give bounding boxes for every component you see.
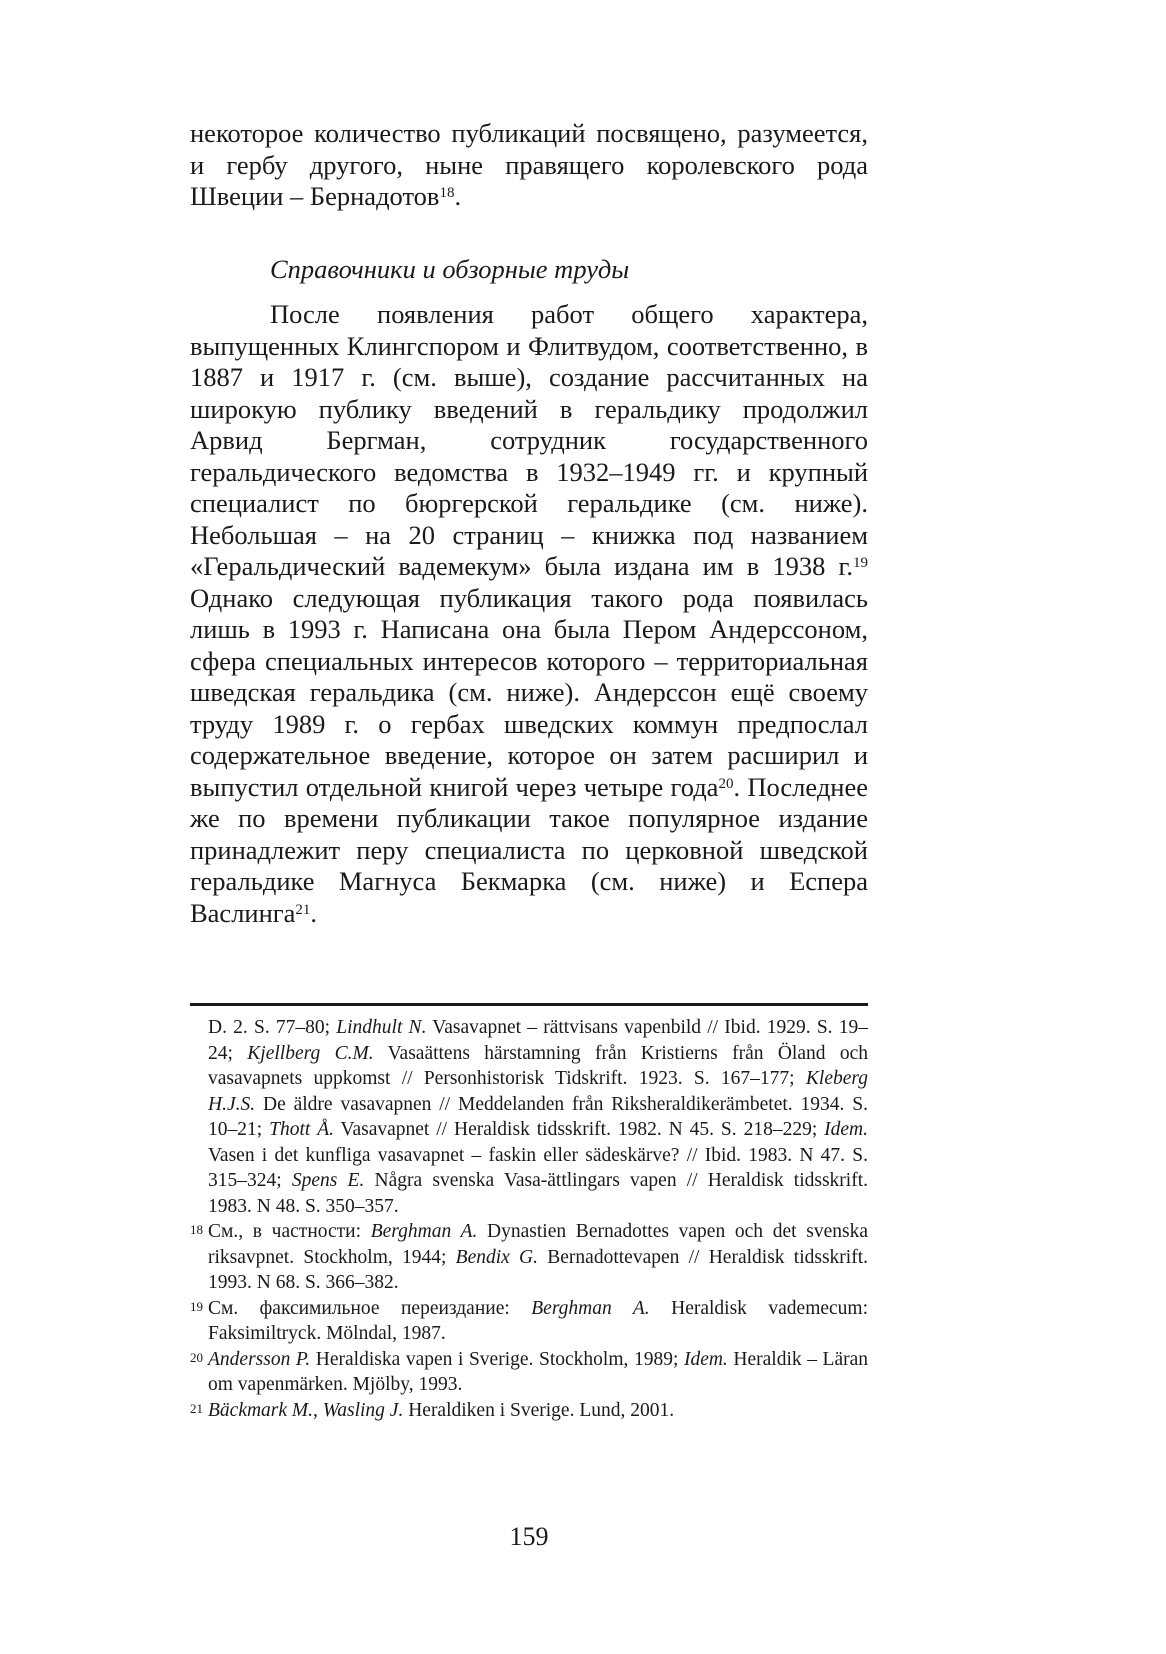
footnote-text: Heraldiska vapen i Sverige. Stockholm, 1989; — [310, 1348, 684, 1370]
footnote-text: Dynastien Bernadottes vapen och det svenska riksavpnet. Stockholm, 1944; — [208, 1221, 868, 1268]
footnote-ref-20: 20 — [718, 775, 734, 792]
footnote-text: Heraldiken i Sverige. Lund, 2001. — [403, 1399, 675, 1421]
footnote-number: 19 — [190, 1298, 203, 1314]
footnote-number: 21 — [190, 1400, 203, 1416]
paragraph-1-text: некоторое количество публикаций посвящено, разумеется, и гербу другого, ныне правящего королевского рода Швеции – Бернадотов — [190, 118, 868, 211]
paragraph-2-part-b: Однако следующая публикация такого рода появилась лишь в 1993 г. Написана она была Пером Андерссоном, сфера специальных интересов которого – территориальная шведская геральдика (см. ниже). Андерссон ещё своему труду 1989 г. о гербах шведских коммун предпослал содержательное введение, которое он затем расширил и выпустил отдельной книгой через четыре года — [190, 582, 868, 802]
paragraph-1 — [190, 118, 868, 213]
footnote-ref-19: 19 — [853, 555, 868, 572]
footnote-20 — [190, 1347, 868, 1398]
footnote-ref-21: 21 — [295, 901, 311, 918]
footnote-19 — [190, 1296, 868, 1347]
footnotes — [190, 1015, 868, 1423]
footnote-text: Vasavapnet – rättvisans vapenbild // Ibid. 1929. S. 19–24; — [208, 1017, 869, 1064]
footnote-text: Bernadottevapen // Heraldisk tidsskrift. 1993. N 68. S. 366–382. — [208, 1246, 868, 1293]
footnote-text: Vasaättens härstamning från Kristierns från Öland och vasavapnets uppkomst // Personhistorisk Tidskrift. 1923. S. 167–177; — [208, 1042, 869, 1089]
paragraph-2-end: . — [310, 897, 318, 928]
footnote-author: Berghman A. — [531, 1297, 650, 1319]
footnote-author: Bendix G. — [455, 1246, 539, 1268]
footnote-text: См. факсимильное переиздание: — [208, 1297, 532, 1319]
footnote-text: De äldre vasavapnen // Meddelanden från Riksheraldikerämbetet. 1934. S. 10–21; — [208, 1093, 868, 1140]
footnote-continuation — [190, 1015, 868, 1219]
footnote-author: Idem. — [824, 1119, 869, 1140]
footnote-text: Vasen i det kunfliga vasavapnet – faskin eller sädeskärve? // Ibid. 1983. N 47. S. 315–324; — [208, 1144, 868, 1191]
footnote-text: Heraldik – Läran om vapenmärken. Mjölby, 1993. — [208, 1348, 868, 1395]
body-text — [190, 118, 868, 929]
footnote-number: 20 — [190, 1349, 203, 1365]
footnote-ref-18: 18 — [439, 185, 455, 202]
footnote-author: Andersson P. — [208, 1348, 311, 1370]
paragraph-2-part-a: После появления работ общего характера, выпущенных Клингспором и Флитвудом, соответственно, в 1887 и 1917 г. (см. выше), создание рассчитанных на широкую публику введений в геральдику продолжил Арвид Бергман, сотрудник государственного геральдического ведомства в 1932–1949 гг. и крупный специалист по бюргерской геральдике (см. ниже). Небольшая – на 20 страниц – книжка под названием «Геральдический вадемекум» была издана им в 1938 г. — [190, 299, 868, 581]
footnote-18 — [190, 1219, 868, 1296]
footnote-text: Heraldisk vademecum: Faksimiltryck. Mölndal, 1987. — [208, 1297, 869, 1344]
footnote-author: Bäckmark M., Wasling J. — [208, 1399, 404, 1421]
paragraph-2-part-c: . Последнее же по времени публикации такое популярное издание принадлежит перу специалиста по церковной шведской геральдике Магнуса Бекмарка (см. ниже) и Еспера Васлинга — [190, 771, 869, 928]
footnote-author: Kleberg H.J.S. — [208, 1068, 868, 1115]
footnote-text: См., в частности: — [208, 1221, 371, 1242]
footnote-author: Lindhult N. — [336, 1017, 427, 1038]
footnote-author: Thott Å. — [269, 1119, 334, 1140]
main-text — [190, 118, 868, 929]
footnote-text: D. 2. S. 77–80; — [208, 1017, 337, 1038]
footnote-author: Idem. — [683, 1348, 728, 1370]
paragraph-1-end: . — [454, 181, 462, 211]
paragraph-2 — [190, 299, 868, 929]
footnote-author: Spens E. — [291, 1170, 365, 1191]
section-heading: Справочники и обзорные труды — [270, 253, 630, 284]
footnote-divider — [190, 1003, 868, 1006]
footnote-number: 18 — [190, 1222, 203, 1237]
footnote-text: Vasavapnet // Heraldisk tidsskrift. 1982. N 45. S. 218–229; — [333, 1119, 825, 1140]
footnote-21 — [190, 1398, 868, 1424]
footnote-author: Kjellberg C.M. — [247, 1042, 374, 1064]
footnote-text: Några svenska Vasa-ättlingars vapen // Heraldisk tidsskrift. 1983. N 48. S. 350–357. — [208, 1170, 868, 1217]
page-number: 159 — [509, 1522, 549, 1551]
footnote-author: Berghman A. — [370, 1221, 478, 1242]
